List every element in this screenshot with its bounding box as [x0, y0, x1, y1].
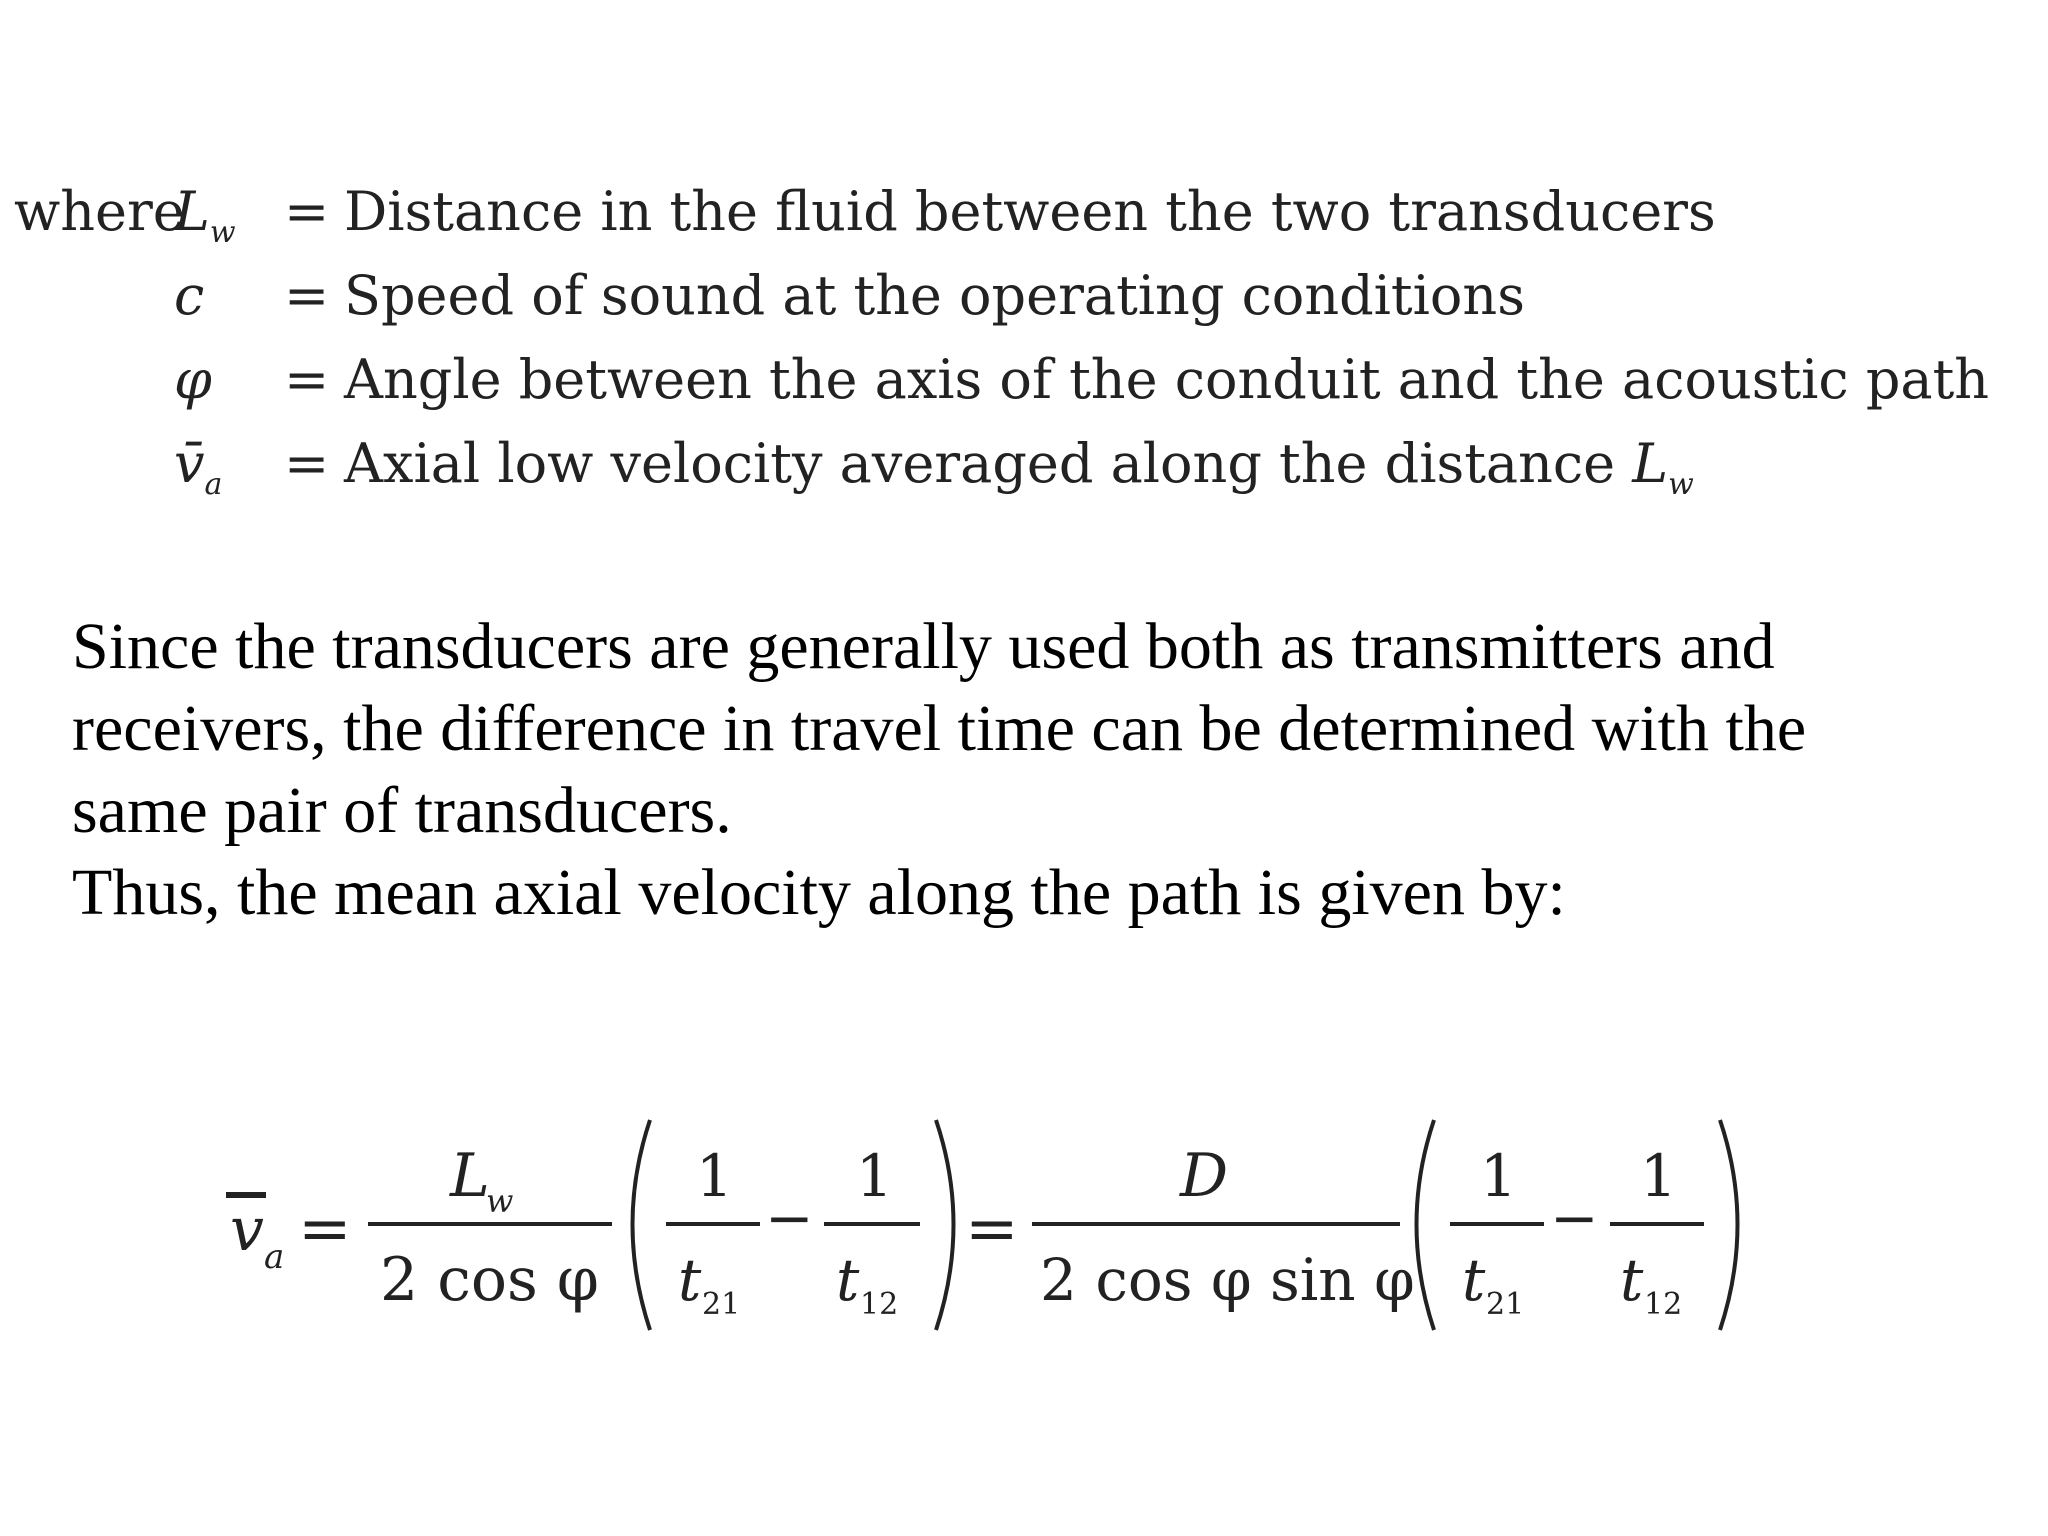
fraction2-denominator: 2 cos φ sin φ — [1040, 1246, 1415, 1314]
definition-text: Axial low velocity averaged along the distance $L_w$ — [344, 432, 1694, 502]
definition-row — [14, 170, 1989, 254]
definition-text: Angle between the axis of the conduit and the acoustic path — [344, 348, 1990, 411]
right-paren — [1720, 1120, 1738, 1330]
minus-sign: − — [765, 1184, 814, 1252]
lhs-symbol: v — [230, 1195, 264, 1265]
minus-sign: − — [1550, 1184, 1599, 1252]
t12: t — [1620, 1246, 1644, 1314]
trailing-symbol: $L_w$ — [1632, 432, 1694, 502]
one: 1 — [856, 1142, 893, 1210]
fraction2-numerator: D — [1180, 1141, 1229, 1211]
lhs-subscript: a — [264, 1237, 285, 1277]
equals-sign: = — [965, 1192, 1019, 1266]
definition-text: Speed of sound at the operating conditions — [344, 264, 1525, 327]
t21-sub: 21 — [1486, 1287, 1525, 1322]
equals-sign: = — [284, 348, 330, 411]
t21: t — [678, 1246, 702, 1314]
t12-sub: 12 — [860, 1287, 899, 1322]
equals-sign: = — [284, 180, 330, 243]
definition-row — [14, 422, 1989, 506]
definitions-block — [14, 170, 1989, 506]
velocity-formula — [220, 1100, 1820, 1360]
left-paren — [1417, 1120, 1435, 1330]
paragraph-line: receivers, the difference in travel time can be determined with the — [72, 692, 1807, 765]
definition-row — [14, 254, 1989, 338]
explanation-paragraph — [72, 606, 2032, 934]
paragraph-line: same pair of transducers. — [72, 774, 732, 847]
fraction1-numerator: L — [450, 1141, 490, 1211]
t21-sub: 21 — [702, 1287, 741, 1322]
t12: t — [836, 1246, 860, 1314]
one: 1 — [696, 1142, 733, 1210]
equals-sign: = — [284, 432, 330, 495]
t12-sub: 12 — [1644, 1287, 1683, 1322]
paragraph-line: Thus, the mean axial velocity along the path is given by: — [72, 856, 1566, 929]
t21: t — [1462, 1246, 1486, 1314]
paragraph-line: Since the transducers are generally used both as transmitters and — [72, 610, 1775, 683]
definition-symbol: φ — [174, 348, 212, 411]
one: 1 — [1480, 1142, 1517, 1210]
left-paren — [633, 1120, 651, 1330]
fraction1-numerator-sub: w — [486, 1182, 514, 1220]
definition-row — [14, 338, 1989, 422]
one: 1 — [1640, 1142, 1677, 1210]
definition-symbol: c — [174, 264, 205, 327]
where-label: where — [14, 180, 185, 243]
right-paren — [936, 1120, 954, 1330]
definition-symbol: $L_w$ — [174, 180, 236, 250]
definition-text: Distance in the fluid between the two transducers — [344, 180, 1716, 243]
fraction1-denominator: 2 cos φ — [380, 1245, 599, 1315]
equals-sign: = — [284, 264, 330, 327]
definition-symbol: $v̄_a$ — [174, 432, 223, 502]
equals-sign: = — [298, 1192, 352, 1266]
